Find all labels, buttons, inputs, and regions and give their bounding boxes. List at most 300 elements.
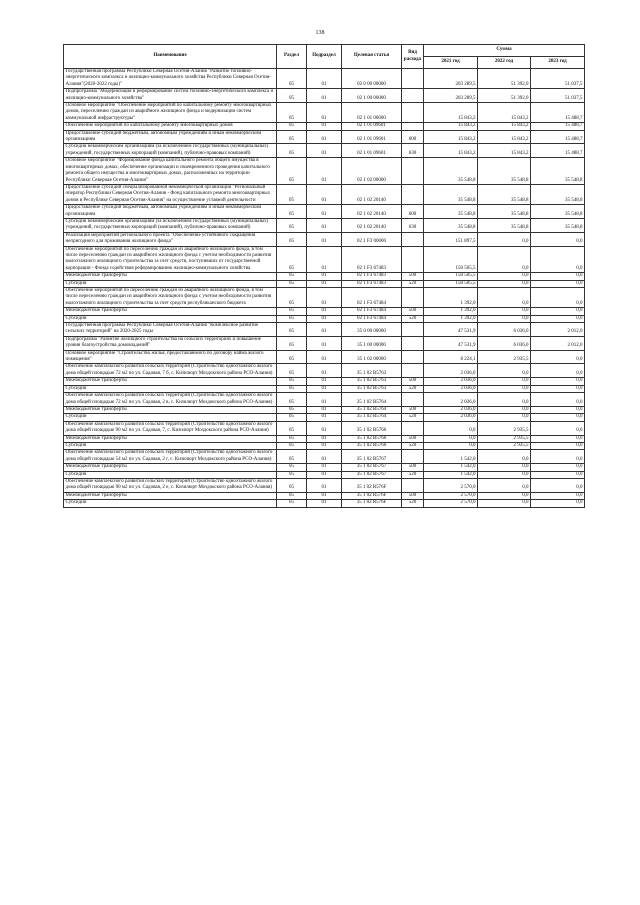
- row-2023: 51 037,5: [531, 69, 585, 89]
- row-2023: 0,0: [531, 500, 585, 507]
- row-2023: 0,0: [531, 442, 585, 449]
- row-section: 05: [277, 144, 307, 158]
- row-section: 05: [277, 280, 307, 287]
- row-2022: 0,0: [478, 378, 531, 385]
- table-row: [64, 471, 585, 478]
- row-name: Реализация мероприятий регионального проекта "Обеспечение устойчивого сокращения непригодного для проживания жилищного фонда": [64, 232, 277, 246]
- row-section: 05: [277, 478, 307, 492]
- row-section: 05: [277, 464, 307, 471]
- row-section: 05: [277, 471, 307, 478]
- row-2022: 0,0: [478, 393, 531, 407]
- row-subsection: 01: [307, 442, 342, 449]
- row-2021: 35 548,8: [424, 218, 478, 232]
- row-target: 35 1 02 R5763: [342, 364, 402, 378]
- row-section: 05: [277, 500, 307, 507]
- row-section: 05: [277, 232, 307, 246]
- row-2022: 6 036,0: [478, 336, 531, 350]
- row-exptype: 630: [402, 144, 424, 158]
- row-section: 05: [277, 336, 307, 350]
- col-2023-header: 2023 год: [531, 57, 585, 69]
- row-exptype: [402, 232, 424, 246]
- row-2021: 1 392,0: [424, 315, 478, 322]
- row-2021: 1 392,0: [424, 288, 478, 308]
- row-subsection: 01: [307, 308, 342, 315]
- row-name: Субсидии некоммерческим организациям (за исключением государственных (муниципальных) учреждений, государственных корпораций (компаний), публично-правовых компаний): [64, 218, 277, 232]
- row-subsection: 01: [307, 471, 342, 478]
- row-2022: 2 935,5: [478, 421, 531, 435]
- row-section: 05: [277, 123, 307, 130]
- row-target: 02 1 01 00000: [342, 103, 402, 123]
- row-2023: 0,0: [531, 492, 585, 499]
- row-2021: 15 843,2: [424, 144, 478, 158]
- table-row: [64, 450, 585, 464]
- row-2022: 51 392,0: [478, 89, 531, 103]
- row-name: Государственная программа Республики Северная Осетия-Алания "Комплексное развитие сельских территорий" на 2020-2025 годы: [64, 323, 277, 337]
- row-section: 05: [277, 442, 307, 449]
- row-exptype: [402, 421, 424, 435]
- row-2021: 150 505,5: [424, 280, 478, 287]
- row-2023: 0,0: [531, 471, 585, 478]
- row-name: Обеспечение комплексного развития сельских территорий (Строительство одноэтажного жилого дома общей площадью 72 м2 по ул. Садовая, 2 в, с. Кизилюрт Моздокского района РСО-Алания): [64, 393, 277, 407]
- row-name: Обеспечение комплексного развития сельских территорий (Строительство одноэтажного жилого дома общей площадью 90 м2 по ул. Садовая, 2 е, с. Кизилюрт Моздокского района РСО-Алания): [64, 478, 277, 492]
- row-subsection: 01: [307, 500, 342, 507]
- row-subsection: 01: [307, 323, 342, 337]
- row-section: 05: [277, 414, 307, 421]
- row-2021: 0,0: [424, 442, 478, 449]
- table-row: [64, 385, 585, 392]
- row-subsection: 01: [307, 246, 342, 273]
- table-row: [64, 414, 585, 421]
- row-subsection: 01: [307, 421, 342, 435]
- row-name: Предоставление субсидий бюджетным, автономным учреждениям и иным некоммерческим организациям: [64, 205, 277, 219]
- row-exptype: [402, 288, 424, 308]
- row-exptype: [402, 450, 424, 464]
- row-section: 05: [277, 393, 307, 407]
- row-name: Обеспечение комплексного развития сельских территорий (Строительство одноэтажного жилого дома общей площадью 90 м2 по ул. Садовая, 7, с. Кизилюрт Моздокского района РСО-Алания): [64, 421, 277, 435]
- row-2021: 2 570,0: [424, 492, 478, 499]
- row-2023: 0,0: [531, 308, 585, 315]
- row-target: 02 1 02 20140: [342, 218, 402, 232]
- table-row: [64, 421, 585, 435]
- row-2023: 15 488,7: [531, 103, 585, 123]
- row-target: 35 1 02 R5764: [342, 414, 402, 421]
- row-exptype: [402, 103, 424, 123]
- row-exptype: [402, 336, 424, 350]
- row-name: Основное мероприятие "Обеспечение мероприятий по капитальному ремонту многоквартирных домов, переселению граждан из аварийного жилищного фонда и модернизации систем коммунальной инфраструктуры": [64, 103, 277, 123]
- row-exptype: [402, 89, 424, 103]
- row-2022: 15 843,2: [478, 130, 531, 144]
- row-exptype: [402, 478, 424, 492]
- row-exptype: 500: [402, 308, 424, 315]
- row-2021: 2 036,0: [424, 378, 478, 385]
- row-2023: 0,0: [531, 478, 585, 492]
- row-name: Субсидии: [64, 315, 277, 322]
- row-subsection: 01: [307, 103, 342, 123]
- row-target: 02 1 01 09601: [342, 144, 402, 158]
- row-subsection: 01: [307, 69, 342, 89]
- row-exptype: 500: [402, 492, 424, 499]
- row-target: 35 1 02 R5766: [342, 421, 402, 435]
- table-row: [64, 205, 585, 219]
- row-2022: 0,0: [478, 385, 531, 392]
- row-target: 35 1 02 R5766: [342, 435, 402, 442]
- table-row: [64, 393, 585, 407]
- row-2022: 2 935,5: [478, 435, 531, 442]
- row-2021: 203 289,5: [424, 69, 478, 89]
- row-exptype: [402, 350, 424, 364]
- row-target: 35 1 02 R5767: [342, 471, 402, 478]
- table-row: [64, 218, 585, 232]
- table-row: [64, 130, 585, 144]
- row-2021: 1 542,0: [424, 464, 478, 471]
- row-name: Основное мероприятие "Строительство жилья, предоставляемого по договору найма жилого помещения": [64, 350, 277, 364]
- row-exptype: [402, 393, 424, 407]
- row-subsection: 01: [307, 130, 342, 144]
- row-2022: 35 548,8: [478, 218, 531, 232]
- row-name: Субсидии некоммерческим организациям (за исключением государственных (муниципальных) учреждений, государственных корпораций (компаний), публично-правовых компаний): [64, 144, 277, 158]
- row-2023: 0,0: [531, 450, 585, 464]
- row-2023: 0,0: [531, 273, 585, 280]
- row-subsection: 01: [307, 144, 342, 158]
- row-subsection: 01: [307, 205, 342, 219]
- row-2022: 6 036,0: [478, 323, 531, 337]
- row-exptype: [402, 158, 424, 185]
- col-subsection-header: Подраздел: [307, 45, 342, 69]
- table-row: [64, 184, 585, 204]
- row-target: 35 1 02 R576F: [342, 478, 402, 492]
- row-section: 05: [277, 435, 307, 442]
- row-2023: 2 012,0: [531, 336, 585, 350]
- row-section: 05: [277, 158, 307, 185]
- row-2023: 0,0: [531, 315, 585, 322]
- row-2023: 0,0: [531, 232, 585, 246]
- row-2021: 1 392,0: [424, 308, 478, 315]
- row-section: 05: [277, 421, 307, 435]
- row-subsection: 01: [307, 89, 342, 103]
- row-2023: 0,0: [531, 435, 585, 442]
- row-name: Межбюджетные трансферты: [64, 378, 277, 385]
- row-2021: 35 548,8: [424, 205, 478, 219]
- row-subsection: 01: [307, 406, 342, 413]
- row-2022: 15 843,2: [478, 123, 531, 130]
- row-name: Основное мероприятие "Формирование фонда капитального ремонта общего имущества в многоквартирных домах, обеспечение организации и своевременного проведения капитального ремонта общего имущества в многоквартирных домах, расположенных на территории Республики Северная Осетия-Алания": [64, 158, 277, 185]
- row-target: 35 1 02 R5763: [342, 385, 402, 392]
- row-name: Межбюджетные трансферты: [64, 406, 277, 413]
- row-exptype: [402, 69, 424, 89]
- row-2023: 51 037,5: [531, 89, 585, 103]
- row-name: Межбюджетные трансферты: [64, 464, 277, 471]
- row-subsection: 01: [307, 218, 342, 232]
- row-target: 02 1 F3 67484: [342, 315, 402, 322]
- row-subsection: 01: [307, 450, 342, 464]
- row-subsection: 01: [307, 414, 342, 421]
- row-2022: 0,0: [478, 232, 531, 246]
- row-target: 02 1 02 00000: [342, 158, 402, 185]
- row-2021: 2 036,0: [424, 414, 478, 421]
- row-exptype: 520: [402, 385, 424, 392]
- row-2023: 0,0: [531, 385, 585, 392]
- row-section: 05: [277, 288, 307, 308]
- row-subsection: 01: [307, 273, 342, 280]
- row-2021: 1 542,0: [424, 450, 478, 464]
- row-2022: 0,0: [478, 364, 531, 378]
- row-2022: 15 843,2: [478, 144, 531, 158]
- row-target: 02 1 F3 67484: [342, 288, 402, 308]
- row-section: 05: [277, 350, 307, 364]
- row-2021: 15 843,2: [424, 123, 478, 130]
- row-subsection: 01: [307, 336, 342, 350]
- table-row: [64, 144, 585, 158]
- row-name: Предоставление субсидий бюджетным, автономным учреждениям и иным некоммерческим организациям: [64, 130, 277, 144]
- row-name: Подпрограмма "Модернизация и реформирование систем топливно-энергетического комплекса и жилищно-коммунального хозяйства": [64, 89, 277, 103]
- row-2022: 0,0: [478, 414, 531, 421]
- row-subsection: 01: [307, 393, 342, 407]
- row-2023: 35 548,8: [531, 218, 585, 232]
- row-2022: 15 843,2: [478, 103, 531, 123]
- row-subsection: 01: [307, 364, 342, 378]
- row-target: 02 1 F3 67483: [342, 280, 402, 287]
- row-2021: 2 570,0: [424, 478, 478, 492]
- row-exptype: 520: [402, 280, 424, 287]
- row-target: 02 0 00 00000: [342, 69, 402, 89]
- row-target: 02 1 01 09601: [342, 130, 402, 144]
- row-2021: 35 548,8: [424, 158, 478, 185]
- row-name: Межбюджетные трансферты: [64, 435, 277, 442]
- row-2023: 0,0: [531, 246, 585, 273]
- table-row: [64, 350, 585, 364]
- row-target: 35 1 02 00000: [342, 350, 402, 364]
- row-2021: 35 548,8: [424, 184, 478, 204]
- table-row: [64, 315, 585, 322]
- row-target: 35 1 02 R5764: [342, 393, 402, 407]
- row-subsection: 01: [307, 280, 342, 287]
- row-name: Межбюджетные трансферты: [64, 273, 277, 280]
- row-target: 35 1 02 R5766: [342, 442, 402, 449]
- row-2022: 0,0: [478, 450, 531, 464]
- row-exptype: 600: [402, 205, 424, 219]
- budget-table: [63, 44, 585, 508]
- row-name: Межбюджетные трансферты: [64, 492, 277, 499]
- row-target: 02 1 F3 67484: [342, 308, 402, 315]
- row-subsection: 01: [307, 478, 342, 492]
- row-2023: 0,0: [531, 364, 585, 378]
- table-row: [64, 273, 585, 280]
- row-subsection: 01: [307, 350, 342, 364]
- row-2022: 35 548,8: [478, 158, 531, 185]
- row-2023: 0,0: [531, 414, 585, 421]
- table-row: [64, 500, 585, 507]
- table-row: [64, 103, 585, 123]
- row-exptype: 500: [402, 378, 424, 385]
- row-section: 05: [277, 69, 307, 89]
- row-2022: 0,0: [478, 280, 531, 287]
- row-target: 02 1 F3 67483: [342, 273, 402, 280]
- row-exptype: 500: [402, 406, 424, 413]
- table-row: [64, 232, 585, 246]
- row-2021: 2 036,0: [424, 406, 478, 413]
- row-2021: 151 897,5: [424, 232, 478, 246]
- row-2022: 0,0: [478, 406, 531, 413]
- row-2023: 0,0: [531, 288, 585, 308]
- row-name: Субсидии: [64, 471, 277, 478]
- row-section: 05: [277, 378, 307, 385]
- row-name: Обеспечение мероприятий по капитальному ремонту многоквартирных домов: [64, 123, 277, 130]
- table-row: [64, 364, 585, 378]
- row-2022: 35 548,8: [478, 205, 531, 219]
- row-exptype: 500: [402, 435, 424, 442]
- row-name: Субсидии: [64, 414, 277, 421]
- table-row: [64, 288, 585, 308]
- row-exptype: [402, 184, 424, 204]
- row-target: 35 1 02 R576F: [342, 500, 402, 507]
- col-exptype-header: Вид расхода: [402, 45, 424, 69]
- row-section: 05: [277, 246, 307, 273]
- row-section: 05: [277, 273, 307, 280]
- row-2021: 2 036,0: [424, 385, 478, 392]
- table-row: [64, 406, 585, 413]
- row-2023: 0,0: [531, 378, 585, 385]
- col-2022-header: 2022 год: [478, 57, 531, 69]
- row-exptype: 630: [402, 218, 424, 232]
- row-section: 05: [277, 205, 307, 219]
- row-section: 05: [277, 218, 307, 232]
- row-section: 05: [277, 385, 307, 392]
- row-target: 35 1 02 R5763: [342, 378, 402, 385]
- row-subsection: 01: [307, 492, 342, 499]
- row-exptype: [402, 364, 424, 378]
- row-subsection: 01: [307, 435, 342, 442]
- row-2023: 35 548,8: [531, 205, 585, 219]
- col-sum-header: Сумма: [424, 45, 585, 57]
- row-name: Субсидии: [64, 385, 277, 392]
- row-exptype: [402, 246, 424, 273]
- row-target: 35 0 00 00000: [342, 323, 402, 337]
- row-section: 05: [277, 89, 307, 103]
- table-row: [64, 478, 585, 492]
- row-2022: 2 935,5: [478, 350, 531, 364]
- row-name: Государственная программа Республики Северная Осетия-Алания "Развитие топливно-энергетического комплекса и жилищно-коммунального хозяйства Республики Северная Осетия-Алания"(2020-2022 годы)": [64, 69, 277, 89]
- table-row: [64, 89, 585, 103]
- row-exptype: 520: [402, 500, 424, 507]
- row-2022: 0,0: [478, 464, 531, 471]
- row-exptype: 520: [402, 442, 424, 449]
- row-2021: 1 542,0: [424, 471, 478, 478]
- row-target: 02 1 02 20140: [342, 205, 402, 219]
- col-2021-header: 2021 год: [424, 57, 478, 69]
- row-subsection: 01: [307, 315, 342, 322]
- table-row: [64, 69, 585, 89]
- row-section: 05: [277, 406, 307, 413]
- row-target: 35 1 02 R5767: [342, 450, 402, 464]
- row-exptype: [402, 323, 424, 337]
- row-2021: 2 036,0: [424, 364, 478, 378]
- table-row: [64, 323, 585, 337]
- row-2023: 0,0: [531, 350, 585, 364]
- row-2021: 8 224,1: [424, 350, 478, 364]
- table-row: [64, 123, 585, 130]
- row-2022: 35 548,8: [478, 184, 531, 204]
- table-row: [64, 464, 585, 471]
- row-2022: 0,0: [478, 471, 531, 478]
- table-row: [64, 492, 585, 499]
- row-2021: 0,0: [424, 435, 478, 442]
- row-exptype: 520: [402, 414, 424, 421]
- table-row: [64, 378, 585, 385]
- row-target: 02 1 F3 67483: [342, 246, 402, 273]
- row-section: 05: [277, 130, 307, 144]
- table-row: [64, 442, 585, 449]
- row-2023: 0,0: [531, 406, 585, 413]
- row-2023: 15 488,7: [531, 144, 585, 158]
- row-section: 05: [277, 492, 307, 499]
- table-row: [64, 435, 585, 442]
- col-target-header: Целевая статья: [342, 45, 402, 69]
- row-2023: 0,0: [531, 280, 585, 287]
- row-section: 05: [277, 315, 307, 322]
- table-row: [64, 336, 585, 350]
- row-2022: 0,0: [478, 288, 531, 308]
- row-2023: 35 548,8: [531, 158, 585, 185]
- row-exptype: 500: [402, 464, 424, 471]
- col-name-header: Наименование: [64, 45, 277, 69]
- row-name: Предоставление субсидий специализированной некоммерческой организации "Региональный оператор Республики Северная Осетия-Алания - Фонд капитального ремонта многоквартирных домов в Республике Северная Осетия-Алания" на осуществление уставной деятельности: [64, 184, 277, 204]
- row-2022: 0,0: [478, 246, 531, 273]
- row-2022: 0,0: [478, 315, 531, 322]
- row-2022: 0,0: [478, 500, 531, 507]
- row-name: Субсидии: [64, 500, 277, 507]
- row-2023: 0,0: [531, 421, 585, 435]
- row-2021: 15 843,2: [424, 130, 478, 144]
- row-section: 05: [277, 103, 307, 123]
- row-subsection: 01: [307, 158, 342, 185]
- row-2023: 15 488,7: [531, 123, 585, 130]
- row-2021: 150 505,5: [424, 246, 478, 273]
- row-section: 05: [277, 184, 307, 204]
- row-2022: 51 392,0: [478, 69, 531, 89]
- row-2021: 150 505,5: [424, 273, 478, 280]
- row-section: 05: [277, 308, 307, 315]
- row-2022: 0,0: [478, 308, 531, 315]
- page-number: 138: [315, 30, 325, 36]
- row-2022: 0,0: [478, 478, 531, 492]
- row-2023: 2 012,0: [531, 323, 585, 337]
- table-row: [64, 308, 585, 315]
- row-subsection: 01: [307, 378, 342, 385]
- row-name: Субсидии: [64, 442, 277, 449]
- row-name: Подпрограмма "Развитие жилищного строительства на сельских территориях и повышение уровня благоустройства домовладений": [64, 336, 277, 350]
- table-row: [64, 280, 585, 287]
- row-target: 35 1 00 00000: [342, 336, 402, 350]
- row-2021: 2 036,0: [424, 393, 478, 407]
- row-name: Обеспечение комплексного развития сельских территорий (Строительство одноэтажного жилого дома общей площадью 54 м2 по ул. Садовая, 2 г, с. Кизилюрт Моздокского района РСО-Алания): [64, 450, 277, 464]
- row-section: 05: [277, 364, 307, 378]
- row-exptype: 600: [402, 130, 424, 144]
- row-2022: 0,0: [478, 273, 531, 280]
- row-2021: 47 531,9: [424, 336, 478, 350]
- row-2021: 203 289,5: [424, 89, 478, 103]
- row-2021: 47 531,9: [424, 323, 478, 337]
- row-subsection: 01: [307, 464, 342, 471]
- row-name: Межбюджетные трансферты: [64, 308, 277, 315]
- row-name: Обеспечение мероприятий по переселению граждан из аварийного жилищного фонда, в том числе переселению граждан из аварийного жилищного фонда с учетом необходимости развития малоэтажного жилищного строительства за счет средств республиканского бюджета: [64, 288, 277, 308]
- row-target: 02 1 01 09601: [342, 123, 402, 130]
- row-2021: 2 570,0: [424, 500, 478, 507]
- table-row: [64, 246, 585, 273]
- row-name: Обеспечение мероприятий по переселению граждан из аварийного жилищного фонда, в том числе переселению граждан из аварийного жилищного фонда с учетом необходимости развития малоэтажного жилищного строительства за счет средств, поступивших от государственной корпорации - Фонда содействия реформированию жилищно-коммунального хозяйства: [64, 246, 277, 273]
- row-2023: 0,0: [531, 464, 585, 471]
- row-name: Обеспечение комплексного развития сельских территорий (Строительство одноэтажного жилого дома общей площадью 72 м2 по ул. Садовая, 7 б, с. Кизилюрт Моздокского района РСО-Алания): [64, 364, 277, 378]
- row-2021: 0,0: [424, 421, 478, 435]
